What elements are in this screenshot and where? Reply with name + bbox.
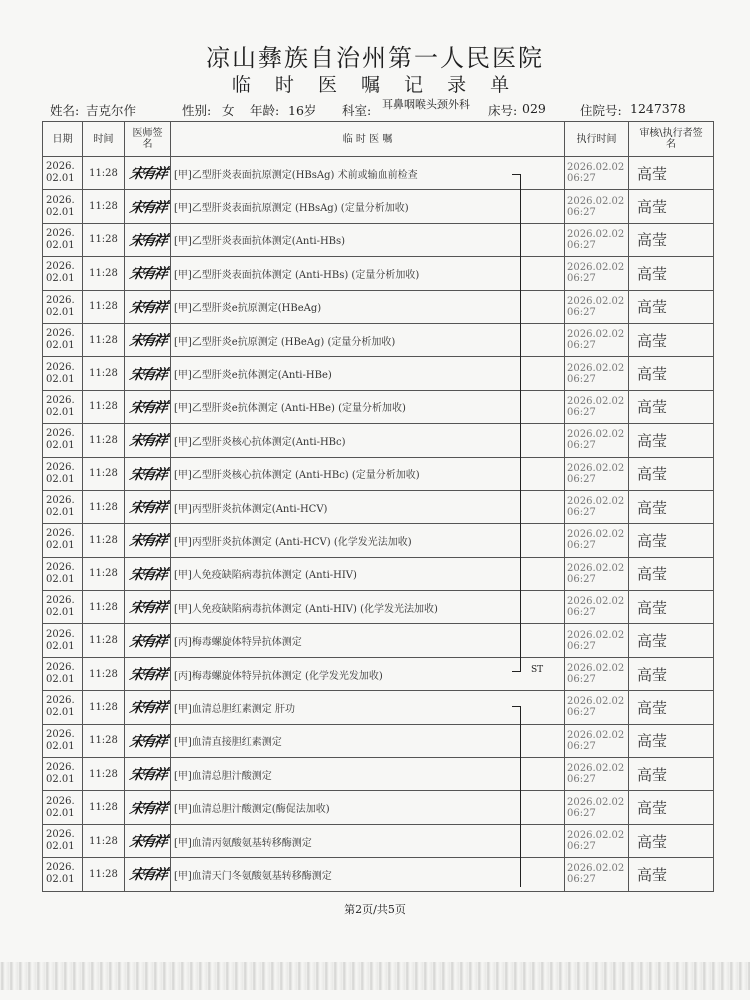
cell-order: [甲]血清天门冬氨酸氨基转移酶测定 xyxy=(171,858,565,891)
doctor-signature: 宋有祥 xyxy=(127,366,167,383)
table-row xyxy=(43,157,714,190)
cell-nurse-signature: 高莹 xyxy=(629,490,714,523)
cell-time: 11:28 xyxy=(83,223,125,256)
cell-date: 2026. 02.01 xyxy=(43,190,83,223)
cell-time: 11:28 xyxy=(83,357,125,390)
cell-order: [甲]乙型肝炎核心抗体测定(Anti-HBc) xyxy=(171,424,565,457)
patient-info xyxy=(46,98,716,120)
table-row xyxy=(43,290,714,323)
page-number: 第2页/共5页 xyxy=(344,903,406,916)
cell-exec-time: 2026.02.02 06:27 xyxy=(565,290,629,323)
cell-exec-time: 2026.02.02 06:27 xyxy=(565,858,629,891)
cell-nurse-signature: 高莹 xyxy=(629,824,714,857)
table-row xyxy=(43,257,714,290)
cell-nurse-signature: 高莹 xyxy=(629,190,714,223)
document-title: 临 时 医 嘱 记 录 单 xyxy=(231,74,519,96)
doctor-signature: 宋有祥 xyxy=(127,299,167,316)
cell-exec-time: 2026.02.02 06:27 xyxy=(565,390,629,423)
scan-artifact xyxy=(0,962,750,990)
cell-doctor-signature xyxy=(125,357,171,390)
cell-order: [甲]乙型肝炎核心抗体测定 (Anti-HBc) (定量分析加收) xyxy=(171,457,565,490)
cell-date: 2026. 02.01 xyxy=(43,758,83,791)
cell-order: [甲]人免疫缺陷病毒抗体测定 (Anti-HIV) (化学发光法加收) xyxy=(171,591,565,624)
cell-date: 2026. 02.01 xyxy=(43,791,83,824)
cell-order: [甲]血清总胆汁酸测定 xyxy=(171,758,565,791)
cell-date: 2026. 02.01 xyxy=(43,290,83,323)
cell-time: 11:28 xyxy=(83,190,125,223)
cell-order: [甲]血清总胆红素测定 肝功 xyxy=(171,691,565,724)
cell-time: 11:28 xyxy=(83,758,125,791)
cell-exec-time: 2026.02.02 06:27 xyxy=(565,190,629,223)
cell-time: 11:28 xyxy=(83,157,125,190)
temporary-orders-table xyxy=(42,121,714,892)
st-mark: ST xyxy=(531,665,544,675)
table-row xyxy=(43,657,714,690)
cell-date: 2026. 02.01 xyxy=(43,691,83,724)
cell-exec-time: 2026.02.02 06:27 xyxy=(565,824,629,857)
cell-doctor-signature xyxy=(125,457,171,490)
cell-doctor-signature xyxy=(125,557,171,590)
cell-time: 11:28 xyxy=(83,424,125,457)
cell-nurse-signature: 高莹 xyxy=(629,457,714,490)
cell-nurse-signature: 高莹 xyxy=(629,557,714,590)
cell-doctor-signature xyxy=(125,758,171,791)
cell-order: [甲]乙型肝炎e抗体测定(Anti-HBe) xyxy=(171,357,565,390)
cell-nurse-signature: 高莹 xyxy=(629,724,714,757)
cell-nurse-signature: 高莹 xyxy=(629,591,714,624)
table-row xyxy=(43,858,714,891)
dept-label: 科室: xyxy=(342,103,372,118)
cell-time: 11:28 xyxy=(83,557,125,590)
cell-doctor-signature xyxy=(125,424,171,457)
cell-nurse-signature: 高莹 xyxy=(629,223,714,256)
cell-time: 11:28 xyxy=(83,323,125,356)
cell-doctor-signature xyxy=(125,691,171,724)
table-row xyxy=(43,323,714,356)
doctor-signature: 宋有祥 xyxy=(127,733,167,750)
cell-doctor-signature xyxy=(125,624,171,657)
table-row xyxy=(43,724,714,757)
sex-label: 性别: xyxy=(182,103,212,118)
cell-date: 2026. 02.01 xyxy=(43,490,83,523)
header-time: 时间 xyxy=(83,122,125,157)
cell-order: [甲]人免疫缺陷病毒抗体测定 (Anti-HIV) xyxy=(171,557,565,590)
cell-time: 11:28 xyxy=(83,724,125,757)
cell-time: 11:28 xyxy=(83,657,125,690)
header-nurse: 审核\执行者签名 xyxy=(629,122,714,157)
hospital-name: 凉山彝族自治州第一人民医院 xyxy=(206,44,544,72)
doctor-signature: 宋有祥 xyxy=(127,466,167,483)
cell-date: 2026. 02.01 xyxy=(43,524,83,557)
cell-date: 2026. 02.01 xyxy=(43,424,83,457)
cell-date: 2026. 02.01 xyxy=(43,557,83,590)
table-row xyxy=(43,758,714,791)
cell-nurse-signature: 高莹 xyxy=(629,524,714,557)
table-row xyxy=(43,390,714,423)
cell-date: 2026. 02.01 xyxy=(43,157,83,190)
cell-nurse-signature: 高莹 xyxy=(629,424,714,457)
cell-exec-time: 2026.02.02 06:27 xyxy=(565,657,629,690)
table-row xyxy=(43,691,714,724)
cell-doctor-signature xyxy=(125,490,171,523)
cell-time: 11:28 xyxy=(83,457,125,490)
cell-doctor-signature xyxy=(125,824,171,857)
cell-doctor-signature xyxy=(125,223,171,256)
table-row xyxy=(43,490,714,523)
cell-date: 2026. 02.01 xyxy=(43,824,83,857)
cell-nurse-signature: 高莹 xyxy=(629,390,714,423)
patient-dept: 耳鼻咽喉头颈外科 xyxy=(382,98,470,111)
doctor-signature: 宋有祥 xyxy=(127,533,167,550)
cell-exec-time: 2026.02.02 06:27 xyxy=(565,624,629,657)
bed-number: 029 xyxy=(522,101,546,116)
cell-exec-time: 2026.02.02 06:27 xyxy=(565,758,629,791)
cell-date: 2026. 02.01 xyxy=(43,323,83,356)
cell-order: [甲]乙型肝炎e抗原测定(HBeAg) xyxy=(171,290,565,323)
header-order: 临 时 医 嘱 xyxy=(171,122,565,157)
doctor-signature: 宋有祥 xyxy=(127,800,167,817)
cell-order: [甲]乙型肝炎表面抗原测定 (HBsAg) (定量分析加收) xyxy=(171,190,565,223)
cell-order: [甲]丙型肝炎抗体测定 (Anti-HCV) (化学发光法加收) xyxy=(171,524,565,557)
cell-doctor-signature xyxy=(125,290,171,323)
cell-doctor-signature xyxy=(125,323,171,356)
doctor-signature: 宋有祥 xyxy=(127,166,167,183)
cell-nurse-signature: 高莹 xyxy=(629,323,714,356)
doctor-signature: 宋有祥 xyxy=(127,266,167,283)
cell-nurse-signature: 高莹 xyxy=(629,758,714,791)
cell-exec-time: 2026.02.02 06:27 xyxy=(565,223,629,256)
doctor-signature: 宋有祥 xyxy=(127,232,167,249)
cell-exec-time: 2026.02.02 06:27 xyxy=(565,724,629,757)
cell-date: 2026. 02.01 xyxy=(43,457,83,490)
header-date: 日期 xyxy=(43,122,83,157)
table-row xyxy=(43,190,714,223)
cell-exec-time: 2026.02.02 06:27 xyxy=(565,257,629,290)
cell-time: 11:28 xyxy=(83,791,125,824)
cell-nurse-signature: 高莹 xyxy=(629,624,714,657)
cell-exec-time: 2026.02.02 06:27 xyxy=(565,591,629,624)
cell-nurse-signature: 高莹 xyxy=(629,257,714,290)
cell-order: [甲]乙型肝炎表面抗原测定(HBsAg) 术前或输血前检查 xyxy=(171,157,565,190)
cell-order: [甲]丙型肝炎抗体测定(Anti-HCV) xyxy=(171,490,565,523)
cell-date: 2026. 02.01 xyxy=(43,657,83,690)
table-row xyxy=(43,524,714,557)
cell-date: 2026. 02.01 xyxy=(43,624,83,657)
cell-time: 11:28 xyxy=(83,257,125,290)
doctor-signature: 宋有祥 xyxy=(127,667,167,684)
cell-exec-time: 2026.02.02 06:27 xyxy=(565,791,629,824)
cell-order: [甲]乙型肝炎表面抗体测定 (Anti-HBs) (定量分析加收) xyxy=(171,257,565,290)
cell-exec-time: 2026.02.02 06:27 xyxy=(565,157,629,190)
cell-doctor-signature xyxy=(125,257,171,290)
cell-exec-time: 2026.02.02 06:27 xyxy=(565,357,629,390)
table-row xyxy=(43,824,714,857)
cell-exec-time: 2026.02.02 06:27 xyxy=(565,424,629,457)
cell-exec-time: 2026.02.02 06:27 xyxy=(565,457,629,490)
table-row xyxy=(43,591,714,624)
doctor-signature: 宋有祥 xyxy=(127,700,167,717)
cell-time: 11:28 xyxy=(83,490,125,523)
table-row xyxy=(43,557,714,590)
cell-exec-time: 2026.02.02 06:27 xyxy=(565,490,629,523)
cell-time: 11:28 xyxy=(83,591,125,624)
cell-date: 2026. 02.01 xyxy=(43,591,83,624)
doctor-signature: 宋有祥 xyxy=(127,199,167,216)
cell-date: 2026. 02.01 xyxy=(43,724,83,757)
doctor-signature: 宋有祥 xyxy=(127,433,167,450)
cell-doctor-signature xyxy=(125,858,171,891)
cell-date: 2026. 02.01 xyxy=(43,257,83,290)
cell-time: 11:28 xyxy=(83,691,125,724)
cell-doctor-signature xyxy=(125,524,171,557)
cell-time: 11:28 xyxy=(83,624,125,657)
cell-nurse-signature: 高莹 xyxy=(629,290,714,323)
cell-order: [甲]乙型肝炎e抗体测定 (Anti-HBe) (定量分析加收) xyxy=(171,390,565,423)
cell-time: 11:28 xyxy=(83,390,125,423)
table-row xyxy=(43,223,714,256)
patient-age: 16岁 xyxy=(288,103,317,118)
doctor-signature: 宋有祥 xyxy=(127,399,167,416)
cell-doctor-signature xyxy=(125,657,171,690)
cell-nurse-signature: 高莹 xyxy=(629,858,714,891)
header-doctor: 医师签名 xyxy=(125,122,171,157)
cell-doctor-signature xyxy=(125,157,171,190)
group-bracket-1 xyxy=(512,174,521,672)
patient-sex: 女 xyxy=(222,103,235,118)
cell-time: 11:28 xyxy=(83,524,125,557)
table-row xyxy=(43,357,714,390)
cell-doctor-signature xyxy=(125,791,171,824)
table-row xyxy=(43,624,714,657)
cell-exec-time: 2026.02.02 06:27 xyxy=(565,557,629,590)
cell-exec-time: 2026.02.02 06:27 xyxy=(565,323,629,356)
doctor-signature: 宋有祥 xyxy=(127,500,167,517)
cell-exec-time: 2026.02.02 06:27 xyxy=(565,524,629,557)
cell-time: 11:28 xyxy=(83,290,125,323)
cell-order: [丙]梅毒螺旋体特异抗体测定 (化学发光发加收) xyxy=(171,657,565,690)
cell-nurse-signature: 高莹 xyxy=(629,157,714,190)
cell-order: [甲]乙型肝炎e抗原测定 (HBeAg) (定量分析加收) xyxy=(171,323,565,356)
cell-order: [甲]血清直接胆红素测定 xyxy=(171,724,565,757)
bed-label: 床号: xyxy=(488,103,518,118)
cell-doctor-signature xyxy=(125,190,171,223)
age-label: 年龄: xyxy=(250,103,280,118)
cell-order: [甲]血清总胆汁酸测定(酶促法加收) xyxy=(171,791,565,824)
cell-time: 11:28 xyxy=(83,824,125,857)
cell-doctor-signature xyxy=(125,390,171,423)
cell-doctor-signature xyxy=(125,591,171,624)
cell-date: 2026. 02.01 xyxy=(43,223,83,256)
cell-doctor-signature xyxy=(125,724,171,757)
cell-nurse-signature: 高莹 xyxy=(629,357,714,390)
cell-nurse-signature: 高莹 xyxy=(629,791,714,824)
inpatient-number: 1247378 xyxy=(630,101,686,116)
inpatient-label: 住院号: xyxy=(580,103,622,118)
name-label: 姓名: xyxy=(50,103,80,118)
table-header-row xyxy=(43,122,714,157)
group-bracket-2 xyxy=(512,706,521,887)
header-exec-time: 执行时间 xyxy=(565,122,629,157)
doctor-signature: 宋有祥 xyxy=(127,566,167,583)
cell-time: 11:28 xyxy=(83,858,125,891)
cell-order: [甲]乙型肝炎表面抗体测定(Anti-HBs) xyxy=(171,223,565,256)
doctor-signature: 宋有祥 xyxy=(127,600,167,617)
doctor-signature: 宋有祥 xyxy=(127,834,167,850)
cell-nurse-signature: 高莹 xyxy=(629,691,714,724)
table-row xyxy=(43,791,714,824)
doctor-signature: 宋有祥 xyxy=(127,867,167,884)
table-row xyxy=(43,457,714,490)
cell-exec-time: 2026.02.02 06:27 xyxy=(565,691,629,724)
table-row xyxy=(43,424,714,457)
doctor-signature: 宋有祥 xyxy=(127,633,167,650)
cell-nurse-signature: 高莹 xyxy=(629,657,714,690)
patient-name: 吉克尔作 xyxy=(86,103,137,118)
cell-date: 2026. 02.01 xyxy=(43,357,83,390)
doctor-signature: 宋有祥 xyxy=(127,333,167,350)
cell-order: [丙]梅毒螺旋体特异抗体测定 xyxy=(171,624,565,657)
doctor-signature: 宋有祥 xyxy=(127,767,167,784)
cell-date: 2026. 02.01 xyxy=(43,858,83,891)
cell-order: [甲]血清丙氨酸氨基转移酶测定 xyxy=(171,824,565,857)
cell-date: 2026. 02.01 xyxy=(43,390,83,423)
